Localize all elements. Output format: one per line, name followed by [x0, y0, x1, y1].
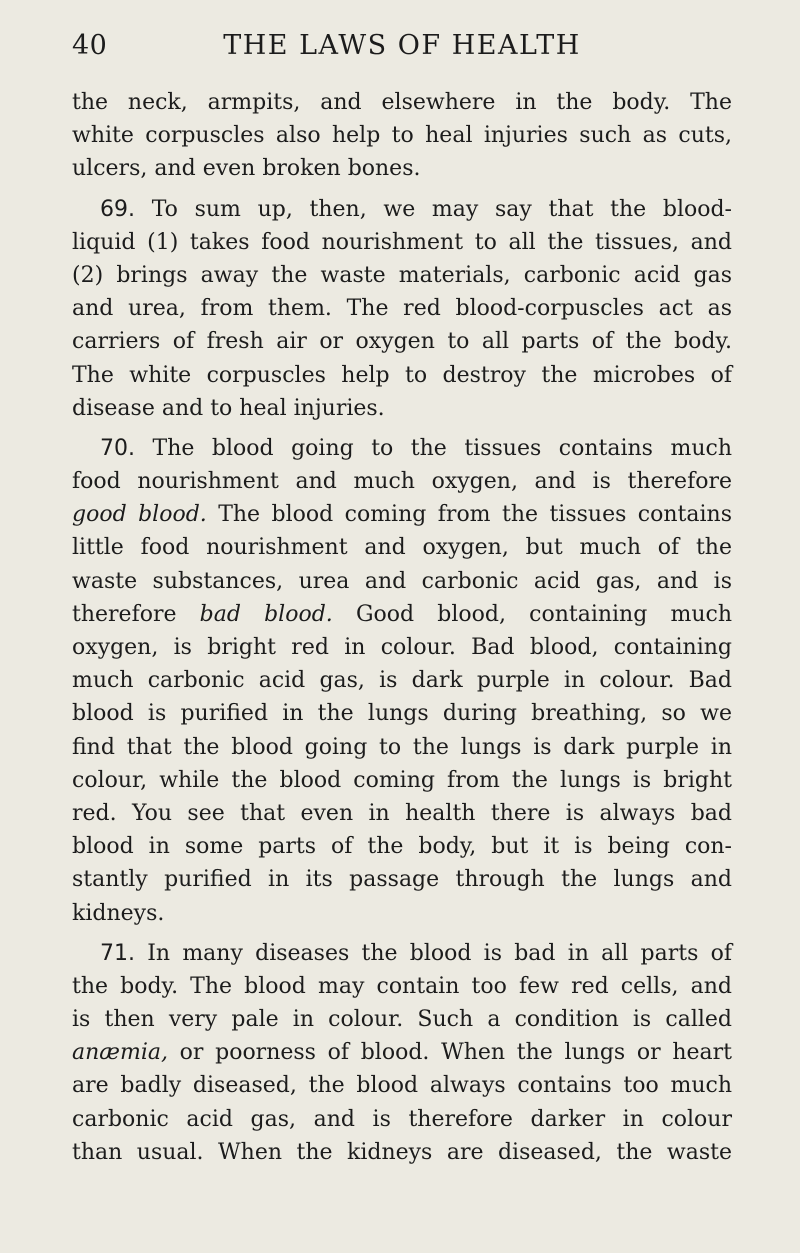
paragraph-number: 71. — [100, 940, 135, 966]
paragraph-number: 70. — [100, 435, 135, 461]
italic-term: good blood. — [72, 502, 207, 528]
text-line: ulcers, and even broken bones. — [72, 156, 421, 182]
text-line-content: In many diseases the blood is bad in all parts of — [147, 940, 733, 966]
text-run: therefore — [72, 601, 200, 627]
text-run: or poorness of blood. When the lungs or heart — [167, 1040, 732, 1066]
text-line: liquid (1) takes food nourishment to all the tissues, and — [72, 229, 732, 255]
paragraph-71 — [72, 937, 732, 1169]
page-number: 40 — [72, 30, 108, 61]
text-run: Good blood, containing much — [332, 601, 732, 627]
italic-term: anæmia, — [72, 1040, 168, 1066]
italic-term: bad blood. — [199, 601, 333, 627]
text-line: much carbonic acid gas, is dark purple in colour. Bad — [72, 668, 732, 694]
text-line: stantly purified in its passage through the lungs and — [72, 867, 732, 893]
text-line: than usual. When the kidneys are diseased, the waste — [72, 1139, 732, 1165]
text-line — [72, 498, 732, 531]
text-line — [72, 937, 732, 970]
text-line: waste substances, urea and carbonic acid gas, and is — [72, 568, 732, 594]
text-line: carbonic acid gas, and is therefore darker in colour — [72, 1106, 732, 1132]
text-line: and urea, from them. The red blood-corpuscles act as — [72, 296, 732, 322]
text-line: (2) brings away the waste materials, carbonic acid gas — [72, 262, 732, 288]
text-line: The white corpuscles help to destroy the microbes of — [72, 362, 732, 388]
text-line-content: To sum up, then, we may say that the blood- — [151, 196, 732, 222]
page-header — [72, 30, 732, 70]
text-line: food nourishment and much oxygen, and is therefore — [72, 469, 732, 495]
text-line: the neck, armpits, and elsewhere in the body. The — [72, 90, 732, 115]
text-line — [72, 1036, 732, 1069]
text-line: blood is purified in the lungs during breathing, so we — [72, 701, 732, 727]
paragraph-number: 69. — [100, 196, 135, 222]
text-line — [72, 432, 732, 465]
text-line: kidneys. — [72, 900, 165, 926]
paragraph-69 — [72, 193, 732, 425]
text-line-content: The blood going to the tissues contains much — [152, 435, 732, 461]
text-line — [72, 193, 732, 226]
paragraph-70 — [72, 432, 732, 930]
text-line: are badly diseased, the blood always contains too much — [72, 1073, 732, 1099]
text-line: is then very pale in colour. Such a condition is called — [72, 1007, 732, 1033]
paragraph-continuation — [72, 86, 732, 186]
text-line: white corpuscles also help to heal injuries such as cuts, — [72, 123, 732, 149]
text-line: disease and to heal injuries. — [72, 395, 385, 421]
text-line: colour, while the blood coming from the lungs is bright — [72, 767, 732, 793]
text-line: find that the blood going to the lungs is dark purple in — [72, 734, 732, 760]
text-line: red. You see that even in health there is always bad — [72, 800, 732, 826]
text-line: carriers of fresh air or oxygen to all parts of the body. — [72, 329, 732, 355]
body-text — [72, 86, 732, 1169]
text-line: little food nourishment and oxygen, but much of the — [72, 535, 732, 561]
text-run: The blood coming from the tissues contains — [206, 502, 732, 528]
running-title: THE LAWS OF HEALTH — [223, 30, 581, 61]
text-line — [72, 598, 732, 631]
text-line: the body. The blood may contain too few red cells, and — [72, 973, 732, 999]
text-line: oxygen, is bright red in colour. Bad blood, containing — [72, 635, 732, 660]
text-line: blood in some parts of the body, but it is being con- — [72, 834, 732, 860]
